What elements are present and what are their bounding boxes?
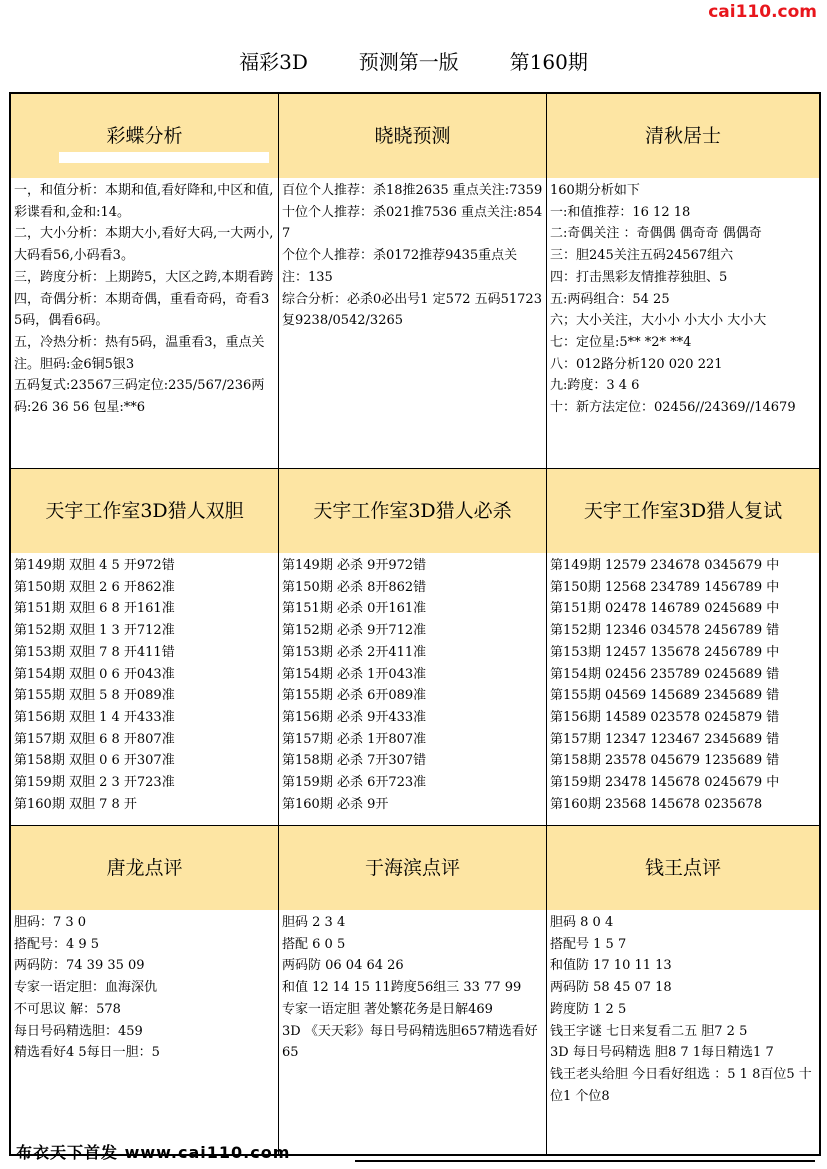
text-line: 3D 《天天彩》每日号码精选胆657精选看好65 bbox=[282, 1023, 538, 1061]
text-line: 胆码 8 0 4 bbox=[550, 915, 614, 930]
text-line: 七：定位星:5** *2* **4 bbox=[550, 334, 692, 350]
text-line: 个位个人推荐：杀0172推荐9435重点关注：135 bbox=[282, 248, 518, 285]
prediction-grid bbox=[9, 92, 821, 1156]
text-line: 专家一语定胆 著处繁花务是日解469 bbox=[282, 1001, 493, 1017]
text-line: 3D 每日号码精选 胆8 7 1每日精选1 7 bbox=[550, 1045, 774, 1061]
text-line: 三：胆245关注五码24567组六 bbox=[550, 248, 734, 264]
text-line: 第156期 双胆 1 4 开433准 bbox=[14, 709, 175, 725]
cell-content bbox=[279, 178, 546, 468]
cell-tianyu-shuangdan bbox=[11, 469, 279, 825]
text-line: 第160期 23568 145678 0235678 bbox=[550, 796, 763, 812]
text-line: 第150期 必杀 8开862错 bbox=[282, 579, 427, 595]
text-line: 第156期 必杀 9开433准 bbox=[282, 709, 427, 725]
text-line: 二，大小分析：本期大小,看好大码,一大两小,大码看56,小码看3。 bbox=[14, 226, 274, 264]
cell-caidie bbox=[11, 94, 279, 468]
text-line: 搭配号：4 9 5 bbox=[14, 936, 100, 952]
text-line: 第158期 双胆 0 6 开307准 bbox=[14, 753, 175, 769]
cell-header: 清秋居士 bbox=[547, 94, 819, 178]
text-line: 第155期 必杀 6开089准 bbox=[282, 688, 427, 704]
text-line: 第156期 14589 023578 0245879 错 bbox=[550, 709, 780, 725]
text-line: 钱王字谜 七日来复看二五 胆7 2 5 bbox=[550, 1023, 748, 1039]
text-line: 第158期 23578 045679 1235689 错 bbox=[550, 753, 780, 769]
text-line: 第152期 双胆 1 3 开712准 bbox=[14, 623, 175, 639]
text-line: 第157期 必杀 1开807准 bbox=[282, 731, 427, 747]
text-line: 第159期 必杀 6开723准 bbox=[282, 775, 427, 791]
text-line: 第153期 12457 135678 2456789 中 bbox=[550, 644, 780, 660]
text-line: 两码防 06 04 64 26 bbox=[282, 958, 404, 974]
cell-content bbox=[279, 910, 546, 1154]
cell-header: 彩蝶分析 bbox=[11, 94, 278, 178]
text-line: 第149期 必杀 9开972错 bbox=[282, 558, 427, 573]
site-logo: cai110.com bbox=[708, 2, 817, 22]
cell-content bbox=[279, 553, 546, 825]
text-line: 第154期 双胆 0 6 开043准 bbox=[14, 666, 175, 682]
text-line: 四，奇偶分析：本期奇偶，重看奇码，奇看35码，偶看6码。 bbox=[14, 291, 270, 329]
text-line: 第152期 12346 034578 2456789 错 bbox=[550, 623, 780, 639]
cell-header: 天宇工作室3D猎人复试 bbox=[547, 469, 819, 553]
cell-content bbox=[547, 553, 819, 825]
footer-divider bbox=[355, 1160, 815, 1162]
text-line: 第151期 双胆 6 8 开161准 bbox=[14, 601, 175, 617]
text-line: 一，和值分析：本期和值,看好降和,中区和值,彩谍看和,金和:14。 bbox=[14, 183, 274, 220]
text-line: 复9238/0542/3265 bbox=[282, 313, 404, 329]
text-line: 一:和值推荐：16 12 18 bbox=[550, 204, 691, 220]
text-line: 搭配 6 0 5 bbox=[282, 936, 346, 952]
text-line: 六；大小关注，大小小 小大小 大小大 bbox=[550, 313, 767, 329]
cell-qianwang bbox=[547, 826, 819, 1154]
text-line: 第150期 双胆 2 6 开862准 bbox=[14, 579, 175, 595]
text-line: 第153期 必杀 2开411准 bbox=[282, 644, 427, 660]
text-line: 专家一语定胆：血海深仇 bbox=[14, 980, 158, 996]
text-line: 第159期 双胆 2 3 开723准 bbox=[14, 775, 175, 791]
grid-row-1 bbox=[11, 94, 819, 469]
text-line: 三，跨度分析：上期跨5，大区之跨,本期看跨 bbox=[14, 269, 274, 285]
text-line: 第151期 必杀 0开161准 bbox=[282, 601, 427, 617]
text-line: 第152期 必杀 9开712准 bbox=[282, 623, 427, 639]
grid-row-3 bbox=[11, 826, 819, 1154]
text-line: 五:两码组合：54 25 bbox=[550, 291, 670, 307]
text-line: 第155期 04569 145689 2345689 错 bbox=[550, 688, 780, 704]
cell-tanglong bbox=[11, 826, 279, 1154]
text-line: 每日号码精选胆：459 bbox=[14, 1023, 143, 1039]
text-line: 和值防 17 10 11 13 bbox=[550, 958, 672, 974]
text-line: 不可思议 解：578 bbox=[14, 1001, 121, 1017]
page-title: 福彩3D 预测第一版 第160期 bbox=[239, 50, 588, 74]
cell-header: 唐龙点评 bbox=[11, 826, 278, 910]
text-line: 九:跨度：3 4 6 bbox=[550, 378, 640, 394]
text-line: 第154期 02456 235789 0245689 错 bbox=[550, 666, 780, 682]
text-line: 跨度防 1 2 5 bbox=[550, 1001, 627, 1017]
text-line: 百位个人推荐：杀18推2635 重点关注:7359 bbox=[282, 183, 543, 198]
text-line: 综合分析：必杀0必出号1 定572 五码51723 bbox=[282, 291, 542, 307]
text-line: 钱王老头给胆 今日看好组选 ：5 1 8百位5 十位1 个位8 bbox=[550, 1066, 812, 1104]
text-line: 第155期 双胆 5 8 开089准 bbox=[14, 688, 175, 704]
text-line: 十位个人推荐：杀021推7536 重点关注:8547 bbox=[282, 204, 543, 242]
text-line: 胆码 2 3 4 bbox=[282, 915, 346, 930]
cell-content bbox=[547, 910, 819, 1154]
text-line: 第157期 双胆 6 8 开807准 bbox=[14, 731, 175, 747]
cell-content bbox=[11, 553, 278, 825]
white-bar bbox=[59, 152, 269, 163]
text-line: 第158期 必杀 7开307错 bbox=[282, 753, 427, 769]
cell-header: 天宇工作室3D猎人双胆 bbox=[11, 469, 278, 553]
cell-tianyu-bisha bbox=[279, 469, 547, 825]
cell-header: 天宇工作室3D猎人必杀 bbox=[279, 469, 546, 553]
text-line: 第150期 12568 234789 1456789 中 bbox=[550, 579, 780, 595]
text-line: 搭配号 1 5 7 bbox=[550, 936, 627, 952]
cell-yuhaibin bbox=[279, 826, 547, 1154]
text-line: 精选看好4 5每日一胆：5 bbox=[14, 1045, 160, 1061]
text-line: 五，冷热分析：热有5码，温重看3，重点关注。胆码:金6铜5银3 bbox=[14, 334, 265, 372]
cell-header: 于海滨点评 bbox=[279, 826, 546, 910]
text-line: 第151期 02478 146789 0245689 中 bbox=[550, 601, 780, 617]
text-line: 160期分析如下 bbox=[550, 183, 640, 198]
cell-content bbox=[11, 910, 278, 1154]
text-line: 十：新方法定位：02456//24369//14679 bbox=[550, 400, 796, 416]
cell-content bbox=[547, 178, 819, 468]
text-line: 第160期 必杀 9开 bbox=[282, 796, 389, 812]
cell-header: 晓晓预测 bbox=[279, 94, 546, 178]
text-line: 第149期 12579 234678 0345679 中 bbox=[550, 558, 780, 573]
text-line: 八：012路分析120 020 221 bbox=[550, 356, 723, 372]
cell-content bbox=[11, 178, 278, 468]
text-line: 两码防：74 39 35 09 bbox=[14, 958, 145, 974]
text-line: 第149期 双胆 4 5 开972错 bbox=[14, 558, 175, 573]
text-line: 第157期 12347 123467 2345689 错 bbox=[550, 731, 780, 747]
cell-tianyu-fushi bbox=[547, 469, 819, 825]
text-line: 第153期 双胆 7 8 开411错 bbox=[14, 644, 175, 660]
text-line: 第159期 23478 145678 0245679 中 bbox=[550, 775, 780, 791]
cell-qingqiu bbox=[547, 94, 819, 468]
text-line: 五码复式:23567三码定位:235/567/236两码:26 36 56 包星:**6 bbox=[14, 378, 265, 416]
text-line: 两码防 58 45 07 18 bbox=[550, 980, 672, 996]
text-line: 四：打击黑彩友情推荐独胆、5 bbox=[550, 269, 728, 285]
text-line: 胆码：7 3 0 bbox=[14, 915, 87, 930]
text-line: 第154期 必杀 1开043准 bbox=[282, 666, 427, 682]
text-line: 二:奇偶关注 ：奇偶偶 偶奇奇 偶偶奇 bbox=[550, 226, 762, 242]
cell-xiaoxiao bbox=[279, 94, 547, 468]
text-line: 第160期 双胆 7 8 开 bbox=[14, 796, 137, 812]
text-line: 和值 12 14 15 11跨度56组三 33 77 99 bbox=[282, 980, 522, 996]
cell-header: 钱王点评 bbox=[547, 826, 819, 910]
grid-row-2 bbox=[11, 469, 819, 826]
footer-text: 布衣天下首发 www.cai110.com bbox=[16, 1143, 291, 1162]
